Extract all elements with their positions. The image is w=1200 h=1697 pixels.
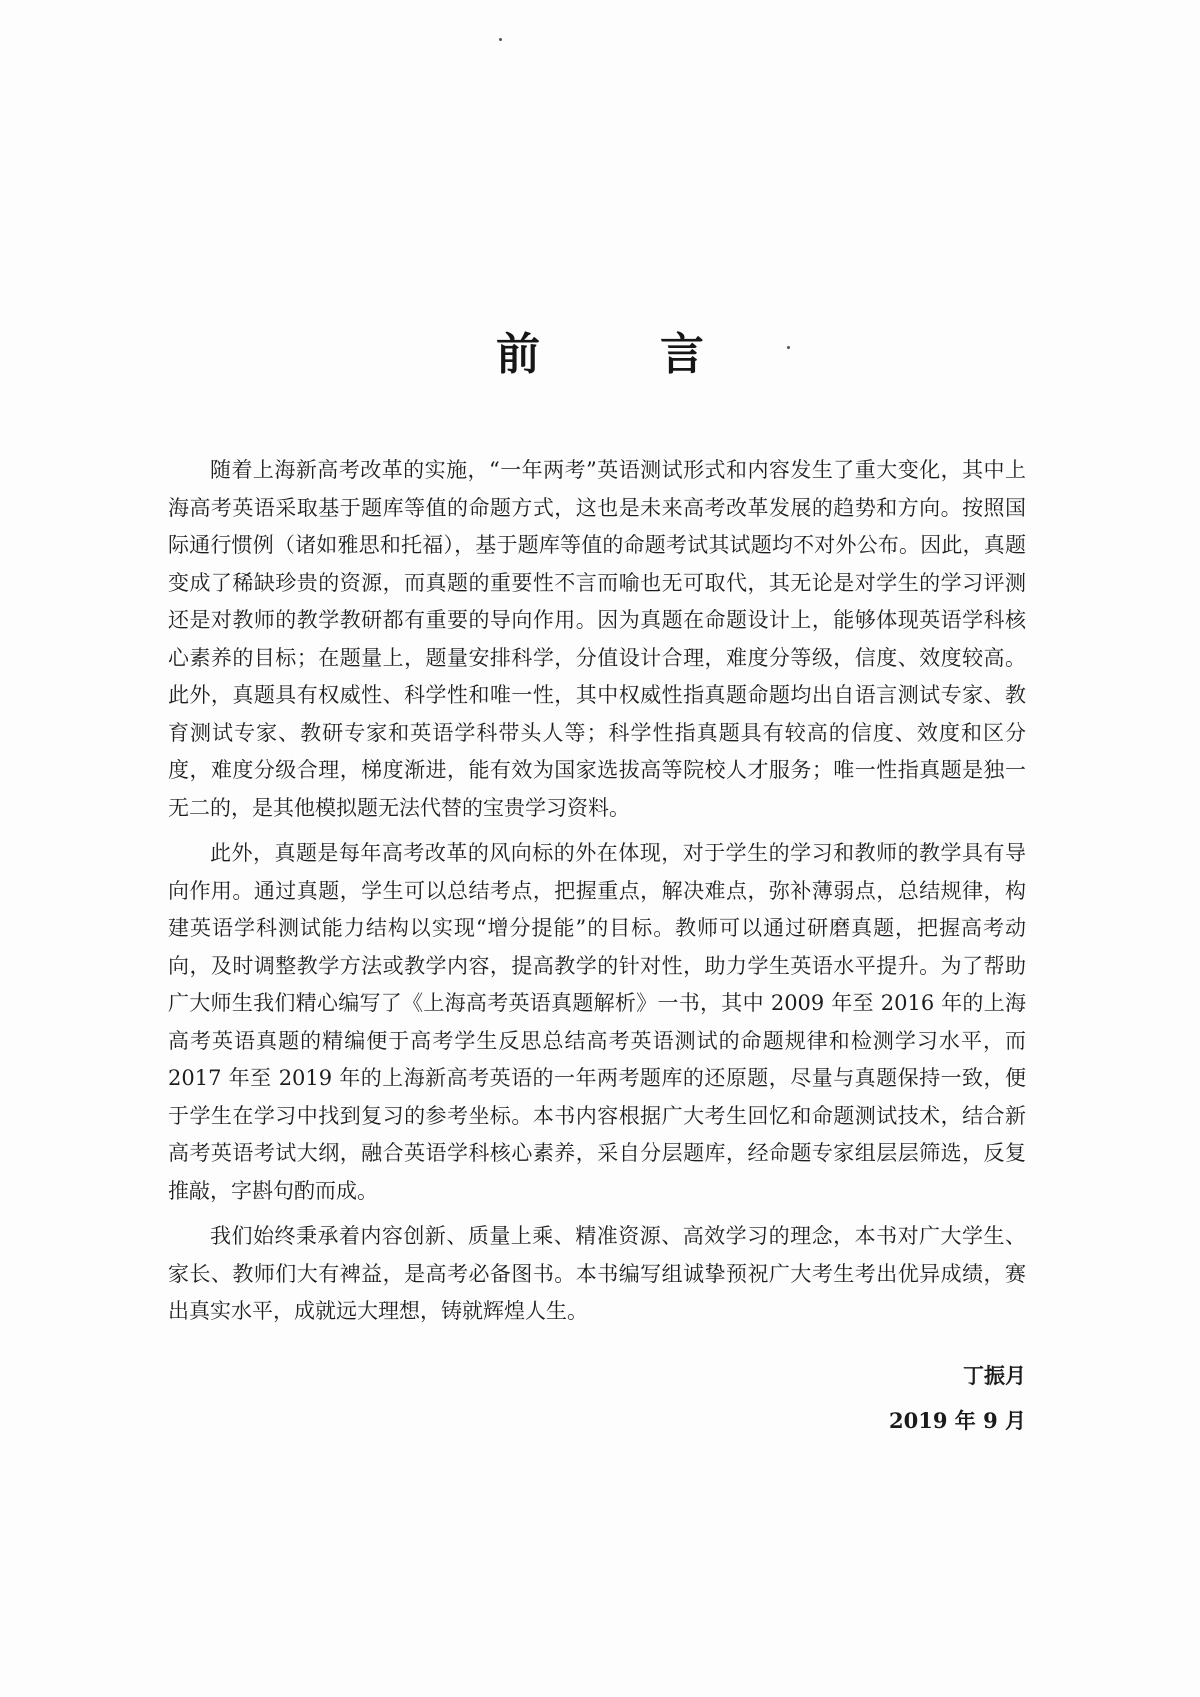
page-title-char-1: 前 [496, 329, 540, 381]
page-title [0, 327, 1200, 383]
page-title-char-2: 言 [660, 329, 704, 381]
scan-speck [499, 38, 502, 41]
scan-speck [787, 346, 790, 349]
signature-date: 2019 年 9 月 [889, 1408, 1026, 1433]
preface-body [168, 452, 1026, 1339]
paragraph: 我们始终秉承着内容创新、质量上乘、精准资源、高效学习的理念，本书对广大学生、家长、教师们大有裨益，是高考必备图书。本书编写组诚挚预祝广大考生考出优异成绩，赛出真实水平，成就远大理想，铸就辉煌人生。 [168, 1224, 1026, 1323]
paragraph: 随着上海新高考改革的实施，“一年两考”英语测试形式和内容发生了重大变化，其中上海高考英语采取基于题库等值的命题方式，这也是未来高考改革发展的趋势和方向。按照国际通行惯例（诸如雅思和托福），基于题库等值的命题考试其试题均不对外公布。因此，真题变成了稀缺珍贵的资源，而真题的重要性不言而喻也无可取代，其无论是对学生的学习评测还是对教师的教学教研都有重要的导向作用。因为真题在命题设计上，能够体现英语学科核心素养的目标；在题量上，题量安排科学，分值设计合理，难度分等级，信度、效度较高。此外，真题具有权威性、科学性和唯一性，其中权威性指真题命题均出自语言测试专家、教育测试专家、教研专家和英语学科带头人等；科学性指真题具有较高的信度、效度和区分度，难度分级合理，梯度渐进，能有效为国家选拔高等院校人才服务；唯一性指真题是独一无二的，是其他模拟题无法代替的宝贵学习资料。 [168, 458, 1026, 820]
author-signature: 丁振月 [963, 1363, 1026, 1388]
paragraph: 此外，真题是每年高考改革的风向标的外在体现，对于学生的学习和教师的教学具有导向作用。通过真题，学生可以总结考点，把握重点，解决难点，弥补薄弱点，总结规律，构建英语学科测试能力结构以实现“增分提能”的目标。教师可以通过研磨真题，把握高考动向，及时调整教学方法或教学内容，提高教学的针对性，助力学生英语水平提升。为了帮助广大师生我们精心编写了《上海高考英语真题解析》一书，其中 2009 年至 2016 年的上海高考英语真题的精编便于高考学生反思总结高考英语测试的命题规律和检测学习水平，而 2017 年至 2019 年的上海新高考英语的一年两考题库的还原题，尽量与真题保持一致，便于学生在学习中找到复习的参考坐标。本书内容根据广大考生回忆和命题测试技术，结合新高考英语考试大纲，融合英语学科核心素养，采自分层题库，经命题专家组层层筛选，反复推敲，字斟句酌而成。 [168, 841, 1026, 1203]
